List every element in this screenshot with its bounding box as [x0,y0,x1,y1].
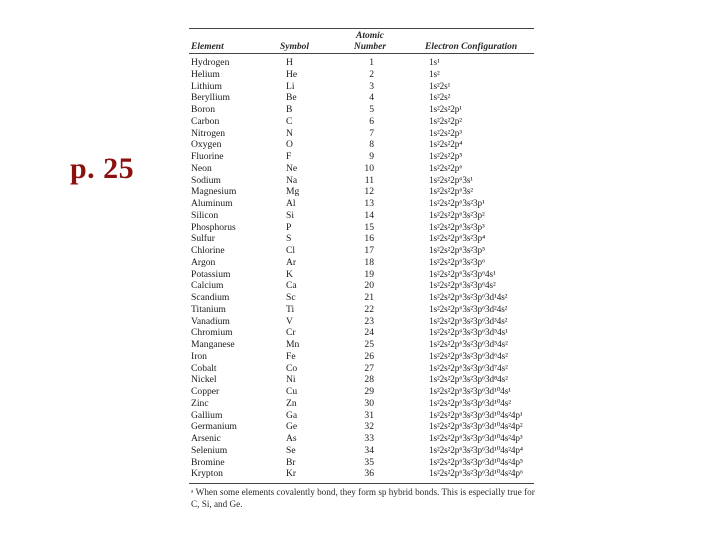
electron-configuration: 1s²2s²2p⁶3s²3p⁶3d⁵4s¹ [429,327,508,338]
atomic-number: 19 [364,268,374,280]
table-row [191,104,536,116]
atomic-number: 18 [364,256,374,268]
table-row [191,57,536,69]
table-header-rule [189,53,534,54]
table-row [191,92,536,104]
element-name: Helium [191,68,220,80]
element-symbol: Fe [286,350,296,362]
electron-configuration: 1s²2s²2p⁶3s²3p³ [429,221,485,232]
electron-configuration: 1s²2s²2p⁶3s¹ [429,174,473,185]
table-row [191,210,536,222]
element-name: Arsenic [191,433,221,444]
element-name: Aluminum [191,198,233,209]
atomic-number: 28 [364,374,374,386]
element-name: Iron [191,350,207,362]
element-name: Zinc [191,397,209,409]
atomic-number: 20 [364,280,374,292]
atomic-number: 32 [364,421,374,433]
header-electron-configuration: Electron Configuration [425,42,518,52]
element-symbol: Si [286,209,295,221]
table-row [191,292,536,304]
atomic-number: 12 [364,186,374,198]
table-row [191,457,536,469]
table-row [191,316,536,328]
table-row [191,351,536,363]
element-name: Titanium [191,303,226,315]
element-name: Cobalt [191,362,217,374]
element-symbol: Br [286,456,296,468]
electron-configuration: 1s²2s² [429,92,451,103]
element-name: Chromium [191,327,233,339]
atomic-number: 14 [364,209,374,221]
element-name: Nitrogen [191,127,226,139]
element-symbol: V [286,315,293,327]
table-row [191,186,536,198]
element-symbol: Sc [286,292,296,303]
atomic-number: 4 [369,92,374,104]
table-row [191,222,536,234]
table-row [191,339,536,351]
element-symbol: Cr [286,327,296,339]
atomic-number: 29 [364,386,374,397]
table-row [191,81,536,93]
electron-configuration: 1s²2s²2p⁶ [429,162,463,173]
electron-configuration: 1s²2s²2p⁶3s²3p⁶3d¹⁰4s²4p⁶ [429,468,523,479]
table-footnote: ᵃ When some elements covalently bond, they form sp hybrid bonds. This is especially true for C, Si, and Ge. [191,487,535,509]
electron-configuration: 1s²2s²2p⁶3s² [429,186,473,197]
table-row [191,269,536,281]
atomic-number: 27 [364,362,374,374]
element-symbol: Ar [286,256,297,268]
element-symbol: Se [286,444,296,456]
electron-configuration: 1s²2s²2p⁶3s²3p⁶3d¹⁰4s²4p⁵ [429,456,523,467]
electron-configuration: 1s²2s²2p⁶3s²3p⁴ [429,233,486,244]
table-row [191,433,536,445]
element-symbol: H [286,57,293,68]
atomic-number: 3 [369,80,374,92]
element-symbol: He [286,68,298,80]
atomic-number: 36 [364,468,374,480]
element-name: Nickel [191,374,217,386]
element-name: Neon [191,162,212,174]
element-symbol: B [286,104,293,115]
header-element: Element [191,42,224,52]
element-name: Gallium [191,409,223,421]
table-row [191,198,536,210]
element-symbol: Ne [286,162,298,174]
atomic-number: 10 [364,162,374,174]
table-row [191,151,536,163]
electron-configuration: 1s²2s²2p⁶3s²3p⁵ [429,245,486,255]
element-symbol: Ti [286,303,295,315]
atomic-number: 26 [364,350,374,362]
element-symbol: Zn [286,397,297,409]
element-symbol: Kr [286,468,297,480]
electron-configuration: 1s²2s²2p⁶3s²3p¹ [429,198,485,208]
atomic-number: 25 [364,339,374,350]
element-name: Oxygen [191,139,222,151]
atomic-number: 11 [364,174,374,186]
element-name: Chlorine [191,245,225,256]
electron-configuration: 1s²2s²2p⁶3s²3p⁶3d³4s² [429,315,508,326]
element-symbol: C [286,115,293,127]
atomic-number: 33 [364,433,374,444]
electron-configuration: 1s²2s¹ [429,80,451,91]
electron-configuration: 1s²2s²2p⁶3s²3p⁶3d⁵4s² [429,339,508,349]
element-name: Boron [191,104,215,115]
element-name: Magnesium [191,186,237,198]
table-row [191,468,536,480]
electron-configuration: 1s²2s²2p⁵ [429,151,463,161]
table-top-rule [189,28,534,29]
atomic-number: 21 [364,292,374,303]
element-symbol: P [286,221,292,233]
element-symbol: Ga [286,409,298,421]
element-name: Hydrogen [191,57,230,68]
element-name: Phosphorus [191,221,236,233]
electron-configuration: 1s²2s²2p⁶3s²3p⁶3d⁷4s² [429,362,508,373]
element-symbol: Na [286,174,298,186]
table-row [191,280,536,292]
element-name: Sulfur [191,233,215,245]
table-row [191,327,536,339]
element-name: Lithium [191,80,222,92]
table-row [191,374,536,386]
table-row [191,139,536,151]
electron-configuration: 1s²2s²2p⁶3s²3p⁶4s² [429,280,496,291]
element-name: Fluorine [191,151,224,162]
atomic-number: 22 [364,303,374,315]
table-row [191,175,536,187]
header-atomic-line1: Atomic [356,31,384,41]
element-symbol: Al [286,198,296,209]
element-symbol: O [286,139,293,151]
electron-configuration: 1s²2s²2p⁶3s²3p² [429,209,485,220]
element-symbol: N [286,127,293,139]
atomic-number: 30 [364,397,374,409]
atomic-number: 5 [369,104,374,115]
electron-configuration: 1s²2s²2p⁴ [429,139,463,150]
atomic-number: 31 [364,409,374,421]
atomic-number: 8 [369,139,374,151]
atomic-number: 13 [364,198,374,209]
electron-configuration: 1s²2s²2p² [429,115,462,126]
electron-configuration: 1s¹ [429,57,440,67]
atomic-number: 6 [369,115,374,127]
atomic-number: 2 [369,68,374,80]
table-row [191,410,536,422]
element-name: Sodium [191,174,221,186]
element-name: Bromine [191,456,225,468]
element-name: Calcium [191,280,224,292]
table-row [191,116,536,128]
electron-configuration-table [183,24,539,514]
electron-configuration: 1s²2s²2p⁶3s²3p⁶ [429,256,486,267]
atomic-number: 7 [369,127,374,139]
element-name: Carbon [191,115,220,127]
electron-configuration: 1s²2s²2p³ [429,127,462,138]
electron-configuration: 1s²2s²2p⁶3s²3p⁶4s¹ [429,268,496,279]
element-name: Vanadium [191,315,230,327]
table-row [191,363,536,375]
table-body [191,57,536,480]
element-symbol: Ca [286,280,297,292]
page-label: p. 25 [70,152,135,185]
table-bottom-rule [189,483,534,484]
electron-configuration: 1s²2s²2p⁶3s²3p⁶3d²4s² [429,303,508,314]
atomic-number: 15 [364,221,374,233]
element-symbol: Cl [286,245,296,256]
element-symbol: Ni [286,374,296,386]
element-symbol: Co [286,362,298,374]
atomic-number: 1 [369,57,374,68]
element-name: Potassium [191,268,231,280]
element-name: Argon [191,256,216,268]
atomic-number: 16 [364,233,374,245]
electron-configuration: 1s²2s²2p⁶3s²3p⁶3d¹⁰4s²4p² [429,421,523,432]
electron-configuration: 1s²2s²2p⁶3s²3p⁶3d¹⁰4s²4p³ [429,433,523,443]
element-name: Silicon [191,209,219,221]
table-row [191,304,536,316]
element-name: Copper [191,386,220,397]
electron-configuration: 1s²2s²2p⁶3s²3p⁶3d⁸4s² [429,374,508,385]
table-row [191,398,536,410]
element-name: Germanium [191,421,237,433]
atomic-number: 35 [364,456,374,468]
element-symbol: Be [286,92,297,104]
electron-configuration: 1s²2s²2p⁶3s²3p⁶3d¹⁰4s² [429,397,511,408]
header-symbol: Symbol [280,42,310,52]
element-name: Scandium [191,292,230,303]
table-row [191,421,536,433]
element-symbol: F [286,151,292,162]
table-row [191,233,536,245]
header-atomic-line2: Number [353,42,387,52]
electron-configuration: 1s²2s²2p⁶3s²3p⁶3d¹⁰4s¹ [429,386,511,396]
element-name: Manganese [191,339,235,350]
atomic-number: 17 [364,245,374,256]
electron-configuration: 1s²2s²2p⁶3s²3p⁶3d⁶4s² [429,350,508,361]
electron-configuration: 1s²2s²2p⁶3s²3p⁶3d¹4s² [429,292,508,302]
electron-configuration: 1s² [429,68,440,79]
atomic-number: 24 [364,327,374,339]
table-row [191,69,536,81]
element-symbol: Cu [286,386,298,397]
electron-configuration: 1s²2s²2p⁶3s²3p⁶3d¹⁰4s²4p⁴ [429,444,523,455]
element-name: Selenium [191,444,228,456]
table-row [191,245,536,257]
element-symbol: Ge [286,421,298,433]
atomic-number: 9 [369,151,374,162]
table-row [191,257,536,269]
table-row [191,128,536,140]
electron-configuration: 1s²2s²2p⁶3s²3p⁶3d¹⁰4s²4p¹ [429,409,523,420]
element-symbol: S [286,233,292,245]
atomic-number: 34 [364,444,374,456]
header-atomic-number [343,31,397,53]
table-row [191,386,536,398]
element-symbol: Mg [286,186,300,198]
element-name: Beryllium [191,92,230,104]
element-symbol: Li [286,80,295,92]
atomic-number: 23 [364,315,374,327]
electron-configuration: 1s²2s²2p¹ [429,104,462,114]
element-symbol: As [286,433,297,444]
element-symbol: Mn [286,339,300,350]
element-name: Krypton [191,468,223,480]
table-row [191,163,536,175]
element-symbol: K [286,268,293,280]
table-row [191,445,536,457]
